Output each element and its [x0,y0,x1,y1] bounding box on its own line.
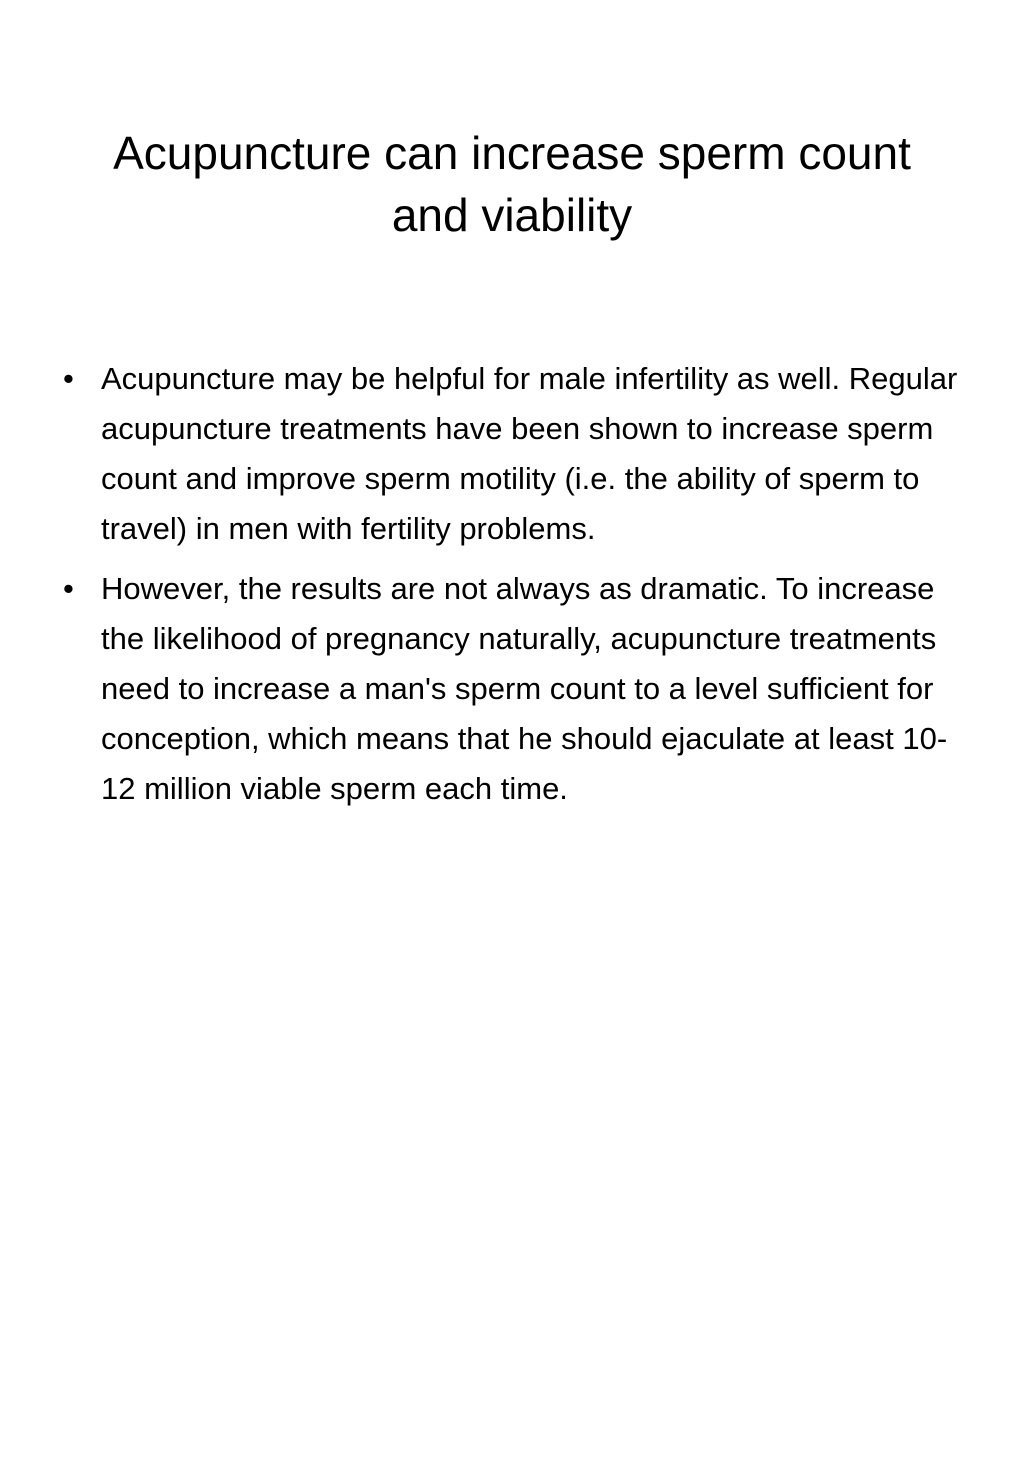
bullet-text-1: Acupuncture may be helpful for male infertility as well. Regular acupuncture treatments have been shown to increase sperm count and improve sperm motility (i.e. the ability of sperm to travel) in men with fertility problems. [101,361,958,546]
bullet-item-1 [62,354,962,554]
bullet-list [62,354,962,824]
bullet-dot-icon: • [63,571,74,606]
bullet-text-2: However, the results are not always as dramatic. To increase the likelihood of pregnancy naturally, acupuncture treatments need to increase a man's sperm count to a level sufficient for conception, which means that he should ejaculate at least 10-12 million viable sperm each time. [101,571,948,806]
bullet-dot-icon: • [63,361,74,396]
slide-title: Acupuncture can increase sperm count and viability [113,127,911,241]
bullet-item-2 [62,564,962,814]
